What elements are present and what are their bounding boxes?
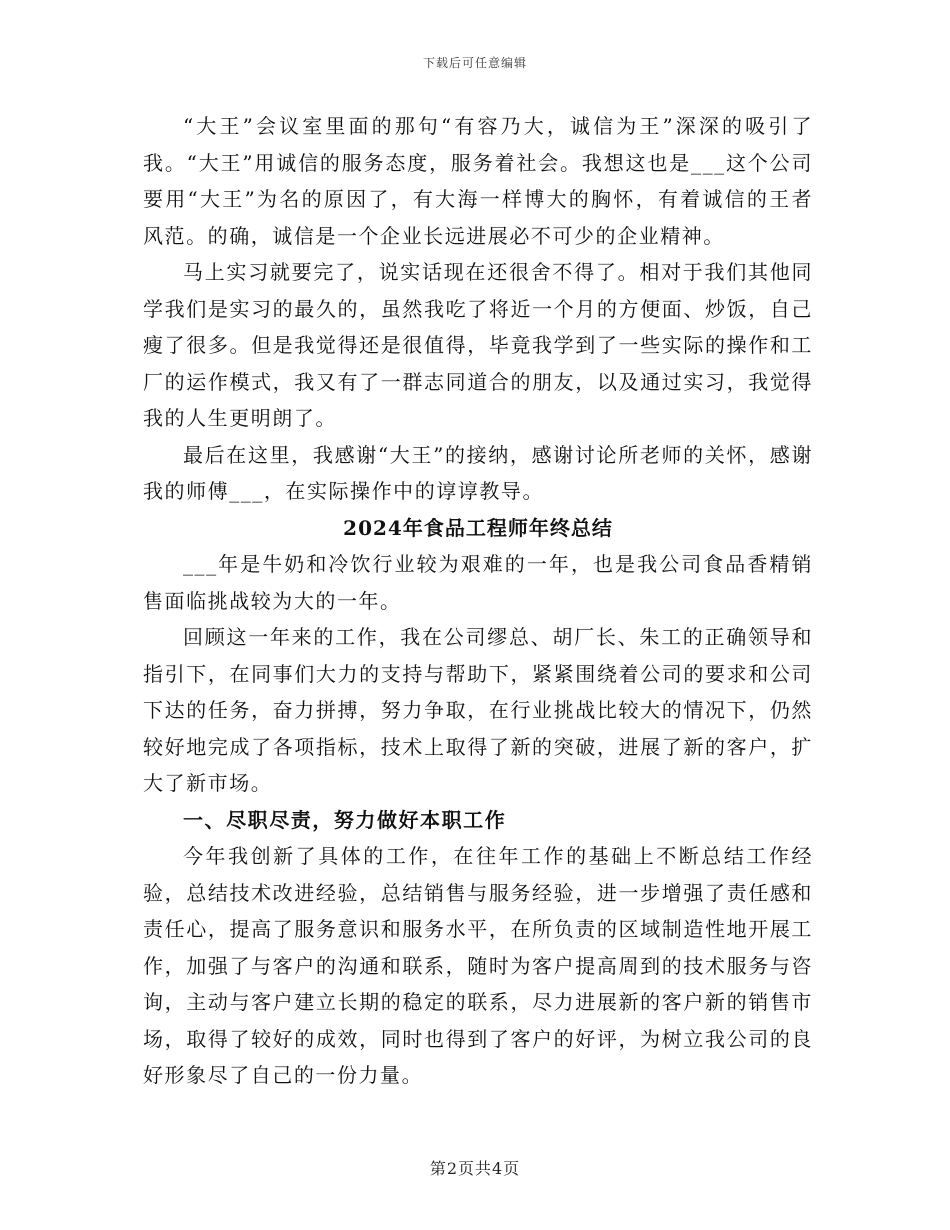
document-body: [143, 108, 813, 1094]
document-title: 2024年食品工程师年终总结: [343, 515, 613, 540]
section-heading-1: 一、尽职尽责，努力做好本职工作: [183, 807, 507, 832]
paragraph-2: 马上实习就要完了，说实话现在还很舍不得了。相对于我们其他同学我们是实习的最久的，虽然我吃了将近一个月的方便面、炒饭，自己瘦了很多。但是我觉得还是很值得，毕竟我学到了一些实际的操作和工厂的运作模式，我又有了一群志同道合的朋友，以及通过实习，我觉得我的人生更明朗了。: [143, 260, 813, 430]
paragraph-5: 回顾这一年来的工作，我在公司缪总、胡厂长、朱工的正确领导和指引下，在同事们大力的支持与帮助下，紧紧围绕着公司的要求和公司下达的任务，奋力拼搏，努力争取，在行业挑战比较大的情况下，仍然较好地完成了各项指标，技术上取得了新的突破，进展了新的客户，扩大了新市场。: [143, 625, 813, 795]
header-note: 下载后可任意编辑: [422, 56, 527, 70]
paragraph-4: ___年是牛奶和冷饮行业较为艰难的一年，也是我公司食品香精销售面临挑战较为大的一年。: [143, 552, 813, 613]
paragraph-6: 今年我创新了具体的工作，在往年工作的基础上不断总结工作经验，总结技术改进经验，总结销售与服务经验，进一步增强了责任感和责任心，提高了服务意识和服务水平，在所负责的区域制造性地开展工作，加强了与客户的沟通和联系，随时为客户提高周到的技术服务与咨询，主动与客户建立长期的稳定的联系，尽力进展新的客户新的销售市场，取得了较好的成效，同时也得到了客户的好评，为树立我公司的良好形象尽了自己的一份力量。: [143, 844, 813, 1087]
paragraph-3: 最后在这里，我感谢“大王”的接纳，感谢讨论所老师的关怀，感谢我的师傅___，在实际操作中的谆谆教导。: [143, 442, 813, 503]
page-number: 第2页共4页: [429, 1159, 521, 1178]
paragraph-1: “大王”会议室里面的那句“有容乃大，诚信为王”深深的吸引了我。“大王”用诚信的服务态度，服务着社会。我想这也是___这个公司要用“大王”为名的原因了，有大海一样博大的胸怀，有着诚信的王者风范。的确，诚信是一个企业长远进展必不可少的企业精神。: [143, 114, 813, 248]
